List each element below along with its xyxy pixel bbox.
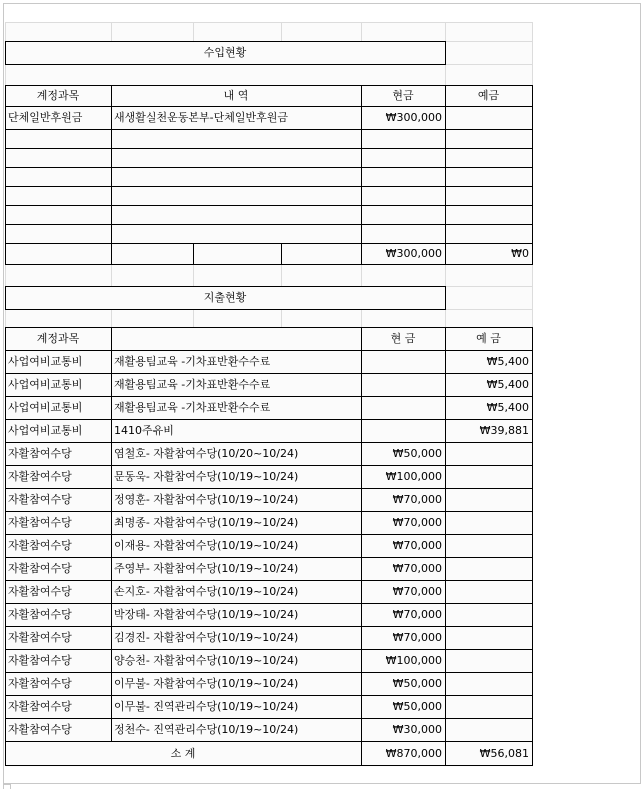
border-line bbox=[111, 327, 112, 742]
border-line bbox=[5, 327, 533, 328]
border-line bbox=[5, 373, 533, 374]
border-line bbox=[5, 442, 533, 443]
expense-row-account: 자활참여수당 bbox=[8, 470, 72, 483]
expense-row-account: 자활참여수당 bbox=[8, 700, 72, 713]
income-row-detail: 새생활실천운동본부-단체일반후원금 bbox=[114, 111, 288, 124]
expense-row-account: 사업여비교통비 bbox=[8, 424, 83, 437]
border-line bbox=[532, 85, 533, 244]
expense-row-account: 자활참여수당 bbox=[8, 608, 72, 621]
border-line bbox=[111, 243, 112, 265]
border-line bbox=[5, 186, 533, 187]
expense-row-detail: 최명종- 자활참여수당(10/19~10/24) bbox=[114, 516, 299, 529]
grid-line bbox=[193, 309, 194, 328]
border-line bbox=[5, 419, 533, 420]
income-total-deposit: ₩0 bbox=[511, 247, 529, 260]
income-row-account: 단체일반후원금 bbox=[8, 111, 83, 124]
border-line bbox=[5, 741, 533, 742]
expense-row-detail: 김경진- 자활참여수당(10/19~10/24) bbox=[114, 631, 299, 644]
income-header-cash: 현금 bbox=[392, 89, 414, 102]
expense-row-cash: ₩70,000 bbox=[392, 539, 442, 552]
expense-row-cash: ₩70,000 bbox=[392, 608, 442, 621]
grid-line bbox=[361, 309, 362, 328]
border-line bbox=[111, 85, 112, 244]
expense-row-cash: ₩70,000 bbox=[392, 516, 442, 529]
expense-row-account: 자활참여수당 bbox=[8, 723, 72, 736]
border-line bbox=[532, 741, 533, 766]
expense-row-detail: 이재용- 자활참여수당(10/19~10/24) bbox=[114, 539, 299, 552]
border-line bbox=[5, 557, 533, 558]
expense-row-cash: ₩100,000 bbox=[385, 470, 442, 483]
border-line bbox=[5, 672, 533, 673]
border-line bbox=[5, 41, 6, 65]
border-line bbox=[5, 148, 533, 149]
expense-row-cash: ₩30,000 bbox=[392, 723, 442, 736]
grid-line bbox=[111, 22, 112, 42]
expense-row-account: 자활참여수당 bbox=[8, 516, 72, 529]
border-line bbox=[5, 534, 533, 535]
expense-row-cash: ₩100,000 bbox=[385, 654, 442, 667]
border-line bbox=[5, 603, 533, 604]
expense-row-deposit: ₩39,881 bbox=[479, 424, 529, 437]
border-line bbox=[5, 765, 533, 766]
grid-line bbox=[5, 22, 533, 23]
expense-row-account: 자활참여수당 bbox=[8, 631, 72, 644]
expense-row-detail: 염철호- 자활참여수당(10/20~10/24) bbox=[114, 447, 299, 460]
expense-row-account: 자활참여수당 bbox=[8, 677, 72, 690]
border-line bbox=[361, 327, 362, 742]
grid-line bbox=[193, 22, 194, 42]
border-line bbox=[532, 243, 533, 265]
expense-row-account: 자활참여수당 bbox=[8, 654, 72, 667]
expense-row-detail: 양승천- 자활참여수당(10/19~10/24) bbox=[114, 654, 299, 667]
border-line bbox=[445, 327, 446, 742]
expense-row-detail: 정영훈- 자활참여수당(10/19~10/24) bbox=[114, 493, 299, 506]
expense-header-cash: 현 금 bbox=[390, 332, 416, 345]
border-line bbox=[5, 309, 446, 310]
border-line bbox=[5, 64, 446, 65]
expense-section-title: 지출현황 bbox=[203, 291, 247, 304]
border-line bbox=[445, 41, 446, 65]
border-line bbox=[5, 695, 533, 696]
expense-row-deposit: ₩5,400 bbox=[486, 378, 529, 391]
expense-row-cash: ₩50,000 bbox=[392, 677, 442, 690]
expense-row-detail: 정천수- 진역관리수당(10/19~10/24) bbox=[114, 723, 299, 736]
income-total-cash: ₩300,000 bbox=[385, 247, 442, 260]
expense-row-detail: 재활용팀교육 -기차표반환수수료 bbox=[114, 378, 271, 391]
border-line bbox=[5, 167, 533, 168]
border-line bbox=[5, 649, 533, 650]
expense-row-detail: 주영부- 자활참여수당(10/19~10/24) bbox=[114, 562, 299, 575]
border-line bbox=[5, 243, 533, 244]
border-line bbox=[5, 129, 533, 130]
expense-row-deposit: ₩5,400 bbox=[486, 355, 529, 368]
border-line bbox=[361, 741, 362, 766]
border-line bbox=[5, 243, 6, 265]
income-section-title: 수입현황 bbox=[203, 46, 247, 59]
grid-line bbox=[445, 22, 446, 42]
expense-row-detail: 이무불- 자활참여수당(10/19~10/24) bbox=[114, 677, 299, 690]
expense-row-detail: 재활용팀교육 -기차표반환수수료 bbox=[114, 401, 271, 414]
border-line bbox=[445, 243, 446, 265]
border-line bbox=[5, 264, 533, 265]
border-line bbox=[361, 85, 362, 244]
expense-row-detail: 이무불- 진역관리수당(10/19~10/24) bbox=[114, 700, 299, 713]
border-line bbox=[5, 85, 6, 244]
income-header-deposit: 예금 bbox=[477, 89, 500, 102]
expense-row-account: 자활참여수당 bbox=[8, 493, 72, 506]
border-line bbox=[5, 580, 533, 581]
border-line bbox=[5, 396, 533, 397]
border-line bbox=[5, 327, 6, 742]
grid-line bbox=[111, 309, 112, 328]
expense-row-account: 사업여비교통비 bbox=[8, 401, 83, 414]
expense-subtotal-cash: ₩870,000 bbox=[385, 747, 442, 760]
border-line bbox=[361, 243, 362, 265]
expense-row-account: 사업여비교통비 bbox=[8, 355, 83, 368]
expense-row-account: 자활참여수당 bbox=[8, 562, 72, 575]
border-line bbox=[5, 224, 533, 225]
expense-header-deposit: 예 금 bbox=[476, 332, 501, 345]
expense-row-account: 자활참여수당 bbox=[8, 539, 72, 552]
border-line bbox=[445, 85, 446, 244]
border-line bbox=[5, 718, 533, 719]
grid-line bbox=[281, 22, 282, 42]
page-corner-mark bbox=[3, 784, 11, 789]
expense-row-cash: ₩50,000 bbox=[392, 447, 442, 460]
income-header-account: 계정과목 bbox=[36, 89, 80, 102]
border-line bbox=[5, 205, 533, 206]
expense-row-cash: ₩70,000 bbox=[392, 493, 442, 506]
expense-row-detail: 재활용팀교육 -기차표반환수수료 bbox=[114, 355, 271, 368]
border-line bbox=[532, 327, 533, 742]
expense-row-cash: ₩70,000 bbox=[392, 585, 442, 598]
border-line bbox=[281, 243, 282, 265]
expense-subtotal-deposit: ₩56,081 bbox=[479, 747, 529, 760]
border-line bbox=[5, 41, 446, 42]
income-row-cash: ₩300,000 bbox=[385, 111, 442, 124]
expense-row-detail: 1410주유비 bbox=[114, 424, 174, 437]
border-line bbox=[5, 741, 6, 766]
expense-header-account: 계정과목 bbox=[36, 332, 80, 345]
expense-row-detail: 박장태- 자활참여수당(10/19~10/24) bbox=[114, 608, 299, 621]
income-header-detail: 내 역 bbox=[223, 89, 249, 102]
expense-row-cash: ₩70,000 bbox=[392, 562, 442, 575]
border-line bbox=[5, 465, 533, 466]
expense-row-cash: ₩70,000 bbox=[392, 631, 442, 644]
border-line bbox=[5, 85, 533, 86]
expense-row-detail: 손지호- 자활참여수당(10/19~10/24) bbox=[114, 585, 299, 598]
expense-row-account: 자활참여수당 bbox=[8, 447, 72, 460]
border-line bbox=[193, 243, 194, 265]
expense-row-account: 사업여비교통비 bbox=[8, 378, 83, 391]
expense-row-deposit: ₩5,400 bbox=[486, 401, 529, 414]
border-line bbox=[445, 741, 446, 766]
border-line bbox=[5, 511, 533, 512]
border-line bbox=[445, 286, 446, 310]
border-line bbox=[5, 626, 533, 627]
expense-row-detail: 문동욱- 자활참여수당(10/19~10/24) bbox=[114, 470, 299, 483]
border-line bbox=[5, 350, 533, 351]
border-line bbox=[5, 286, 6, 310]
grid-line bbox=[361, 22, 362, 42]
border-line bbox=[5, 106, 533, 107]
border-line bbox=[5, 286, 446, 287]
border-line bbox=[5, 488, 533, 489]
grid-line bbox=[281, 309, 282, 328]
expense-row-account: 자활참여수당 bbox=[8, 585, 72, 598]
expense-subtotal-label: 소 계 bbox=[170, 747, 196, 760]
expense-row-cash: ₩50,000 bbox=[392, 700, 442, 713]
